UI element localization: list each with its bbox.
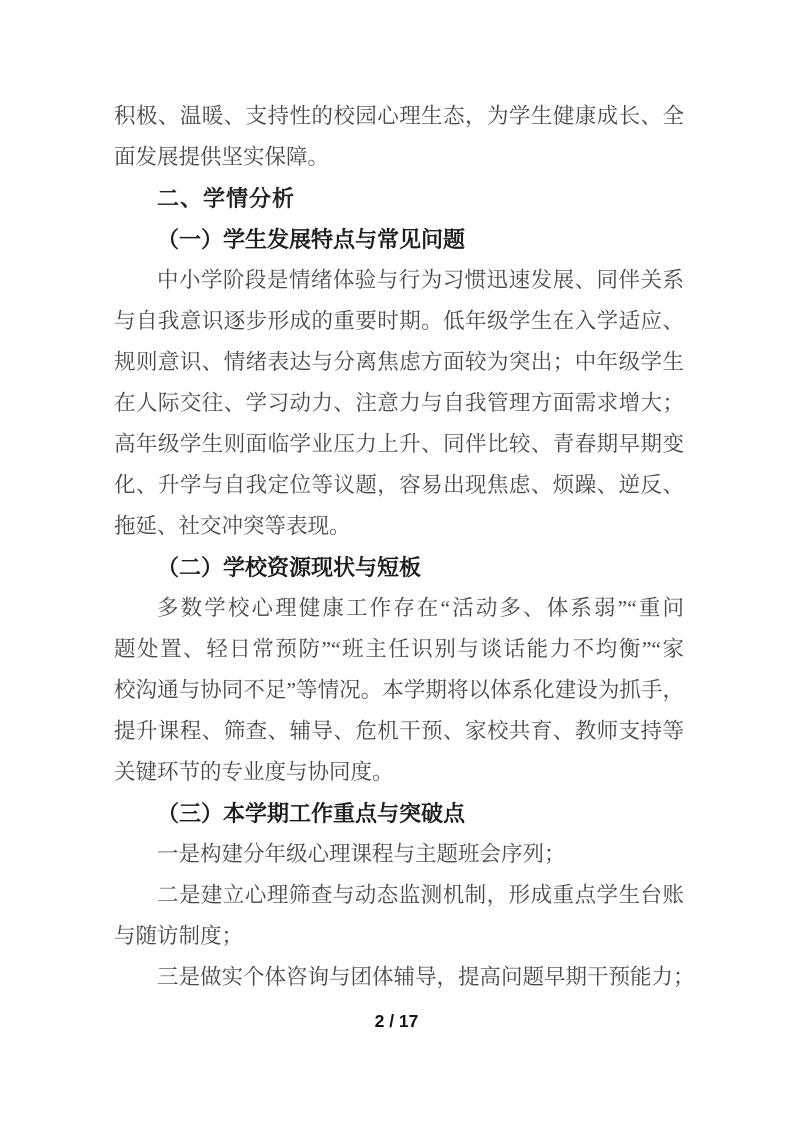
text-line: 三是做实个体咨询与团体辅导，提高问题早期干预能力；	[157, 965, 695, 989]
text-line: 积极、温暖、支持性的校园心理生态，为学生健康成长、全	[114, 104, 684, 128]
text-line: （一）学生发展特点与常见问题	[157, 227, 466, 252]
text-line: 高年级学生则面临学业压力上升、同伴比较、青春期早期变	[114, 432, 684, 456]
text-line: 中小学阶段是情绪体验与行为习惯迅速发展、同伴关系	[157, 268, 684, 292]
subsection-heading	[114, 219, 684, 260]
text-line: （二）学校资源现状与短板	[157, 555, 422, 580]
text-line: 题处置、轻日常预防”“班主任识别与谈话能力不均衡”“家	[114, 637, 684, 661]
page-number: 2 / 17	[374, 1011, 419, 1031]
paragraph	[114, 834, 684, 875]
text-line: 拖延、社交冲突等表现。	[114, 514, 351, 538]
text-line: 关键环节的专业度与协同度。	[114, 760, 394, 784]
text-line: 规则意识、情绪表达与分离焦虑方面较为突出；中年级学生	[114, 350, 684, 374]
text-line: 面发展提供坚实保障。	[114, 145, 330, 169]
page-footer	[0, 1011, 793, 1032]
text-line: 二是建立心理筛查与动态监测机制，形成重点学生台账	[157, 883, 684, 907]
document-body	[114, 96, 695, 998]
paragraph	[114, 96, 684, 178]
text-line: 与随访制度；	[114, 924, 244, 948]
paragraph	[114, 957, 695, 998]
text-line: 一是构建分年级心理课程与主题班会序列；	[157, 842, 566, 866]
paragraph	[114, 875, 684, 957]
paragraph	[114, 260, 684, 547]
text-line: 提升课程、筛查、辅导、危机干预、家校共育、教师支持等	[114, 719, 684, 743]
section-heading	[114, 178, 684, 219]
text-line: （三）本学期工作重点与突破点	[157, 801, 466, 826]
text-line: 多数学校心理健康工作存在“活动多、体系弱”“重问	[157, 596, 684, 620]
paragraph	[114, 588, 684, 793]
text-line: 在人际交往、学习动力、注意力与自我管理方面需求增大；	[114, 391, 684, 415]
text-line: 校沟通与协同不足”等情况。本学期将以体系化建设为抓手，	[114, 678, 684, 702]
text-line: 与自我意识逐步形成的重要时期。低年级学生在入学适应、	[114, 309, 684, 333]
subsection-heading	[114, 793, 684, 834]
text-line: 化、升学与自我定位等议题，容易出现焦虑、烦躁、逆反、	[114, 473, 684, 497]
subsection-heading	[114, 547, 684, 588]
text-line: 二、学情分析	[157, 186, 296, 211]
